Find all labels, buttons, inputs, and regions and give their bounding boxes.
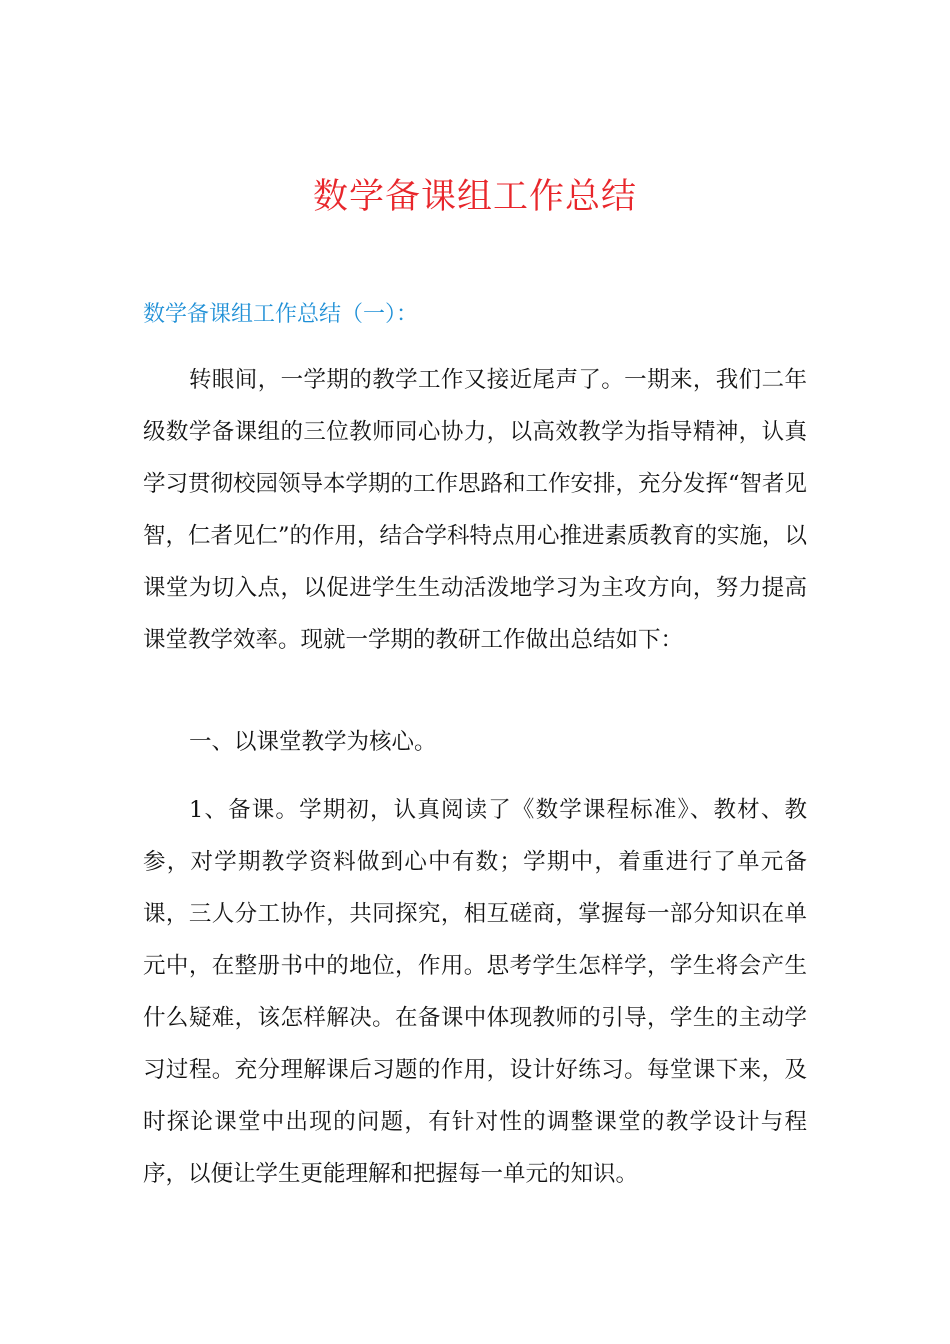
paragraph-heading-one: 一、以课堂教学为核心。 [189,729,437,755]
paragraph-lesson-prep: 1、备课。学期初，认真阅读了《数学课程标准》、教材、教参，对学期教学资料做到心中有数；学期中，着重进行了单元备课，三人分工协作，共同探究，相互磋商，掌握每一部分知识在单元中，在整册书中的地位，作用。思考学生怎样学，学生将会产生什么疑难，该怎样解决。在备课中体现教师的引导，学生的主动学习过程。充分理解课后习题的作用，设计好练习。每堂课下来，及时探论课堂中出现的问题，有针对性的调整课堂的教学设计与程序，以便让学生更能理解和把握每一单元的知识。 [143,797,807,1187]
document-title: 数学备课组工作总结 [312,177,637,217]
paragraph-intro: 转眼间，一学期的教学工作又接近尾声了。一期来，我们二年级数学备课组的三位教师同心协力，以高效教学为指导精神，认真学习贯彻校园领导本学期的工作思路和工作安排，充分发挥“智者见智，仁者见仁”的作用，结合学科特点用心推进素质教育的实施，以课堂为切入点，以促进学生生动活泼地学习为主攻方向，努力提高课堂教学效率。现就一学期的教研工作做出总结如下： [143,367,808,653]
section-subtitle: 数学备课组工作总结（一）： [143,302,419,327]
